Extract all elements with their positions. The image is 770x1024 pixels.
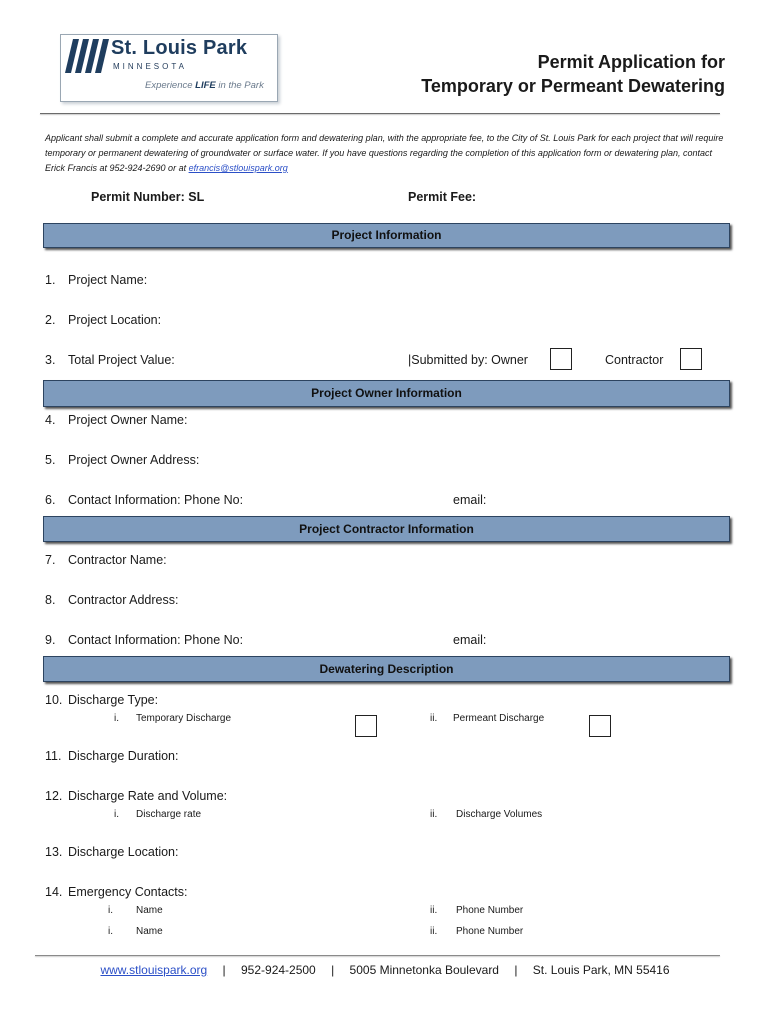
field-9-number: 9. [45, 633, 56, 647]
website-link[interactable]: www.stlouispark.org [100, 963, 208, 977]
owner-email-label: email: [453, 493, 487, 507]
discharge-type-ii-number: ii. [430, 713, 438, 724]
contact-1-name-label: Name [136, 905, 163, 916]
discharge-location-label: Discharge Location: [68, 845, 179, 859]
contractor-phone-label: Contact Information: Phone No: [68, 633, 244, 647]
footer-city: St. Louis Park, MN 55416 [532, 963, 670, 977]
discharge-type-label: Discharge Type: [68, 693, 159, 707]
field-3-number: 3. [45, 353, 56, 367]
temporary-discharge-checkbox[interactable] [355, 715, 377, 737]
field-5-number: 5. [45, 453, 56, 467]
submitted-by-label: |Submitted by: Owner [408, 353, 528, 367]
discharge-duration-label: Discharge Duration: [68, 749, 179, 763]
contractor-address-label: Contractor Address: [68, 593, 179, 607]
discharge-volumes-label: Discharge Volumes [456, 809, 543, 820]
project-location-label: Project Location: [68, 313, 162, 327]
footer-address: 5005 Minnetonka Boulevard [349, 963, 499, 977]
permanent-discharge-checkbox[interactable] [589, 715, 611, 737]
footer-phone: 952-924-2500 [241, 963, 316, 977]
field-4-number: 4. [45, 413, 56, 427]
field-10-number: 10. [45, 693, 63, 707]
total-project-value-label: Total Project Value: [68, 353, 175, 367]
page-title: Permit Application for Temporary or Permeant Dewatering [421, 52, 725, 96]
section-project-information: Project Information [43, 223, 730, 248]
field-13-number: 13. [45, 845, 63, 859]
discharge-volumes-number: ii. [430, 809, 438, 820]
logo-stripes-icon [65, 39, 109, 73]
discharge-rate-volume-label: Discharge Rate and Volume: [68, 789, 228, 803]
discharge-type-i-number: i. [114, 713, 119, 724]
contact-1-phone-number: ii. [430, 905, 438, 916]
field-7-number: 7. [45, 553, 56, 567]
footer-separator: | [331, 963, 335, 977]
logo-name: St. Louis Park [111, 37, 248, 59]
footer-separator: | [514, 963, 518, 977]
contact-2-phone-label: Phone Number [456, 926, 524, 937]
project-name-label: Project Name: [68, 273, 148, 287]
owner-checkbox[interactable] [550, 348, 572, 370]
field-11-number: 11. [45, 749, 62, 763]
discharge-rate-number: i. [114, 809, 119, 820]
field-12-number: 12. [45, 789, 63, 803]
contact-email-link[interactable]: efrancis@stlouispark.org [188, 163, 288, 173]
contact-1-number: i. [108, 905, 113, 916]
temporary-discharge-label: Temporary Discharge [136, 713, 232, 724]
instructions: Applicant shall submit a complete and accurate application form and dewatering plan, with the appropriate fee, to the City of St. Louis Park for each project that will require temporary or permanent dewatering of groundwater or surface water. If you have questions regarding the completion of this application form or dewatering plan, contact Erick Francis at 952-924-2690 or at efrancis@stlouispark.org [45, 133, 724, 173]
contact-2-phone-number: ii. [430, 926, 438, 937]
contact-1-phone-label: Phone Number [456, 905, 524, 916]
permanent-discharge-label: Permeant Discharge [453, 713, 545, 724]
footer-divider [35, 955, 720, 956]
owner-phone-label: Contact Information: Phone No: [68, 493, 244, 507]
logo-tagline: Experience LIFE in the Park [145, 80, 264, 91]
field-14-number: 14. [45, 885, 63, 899]
section-dewatering-description: Dewatering Description [43, 656, 730, 682]
field-2-number: 2. [45, 313, 56, 327]
owner-name-label: Project Owner Name: [68, 413, 188, 427]
owner-address-label: Project Owner Address: [68, 453, 200, 467]
permit-number-label: Permit Number: SL [91, 190, 205, 204]
contractor-option-label: Contractor [605, 353, 664, 367]
contact-2-number: i. [108, 926, 113, 937]
footer [0, 963, 770, 977]
footer-separator: | [222, 963, 226, 977]
discharge-rate-label: Discharge rate [136, 809, 202, 820]
section-owner-information: Project Owner Information [43, 380, 730, 407]
contact-2-name-label: Name [136, 926, 163, 937]
contractor-checkbox[interactable] [680, 348, 702, 370]
emergency-contacts-label: Emergency Contacts: [68, 885, 188, 899]
field-8-number: 8. [45, 593, 56, 607]
city-logo [60, 34, 278, 102]
title-divider [40, 113, 720, 114]
contractor-name-label: Contractor Name: [68, 553, 167, 567]
field-6-number: 6. [45, 493, 56, 507]
contractor-email-label: email: [453, 633, 487, 647]
permit-fee-label: Permit Fee: [408, 190, 477, 204]
logo-state: MINNESOTA [113, 62, 187, 71]
field-1-number: 1. [45, 273, 56, 287]
section-contractor-information: Project Contractor Information [43, 516, 730, 542]
